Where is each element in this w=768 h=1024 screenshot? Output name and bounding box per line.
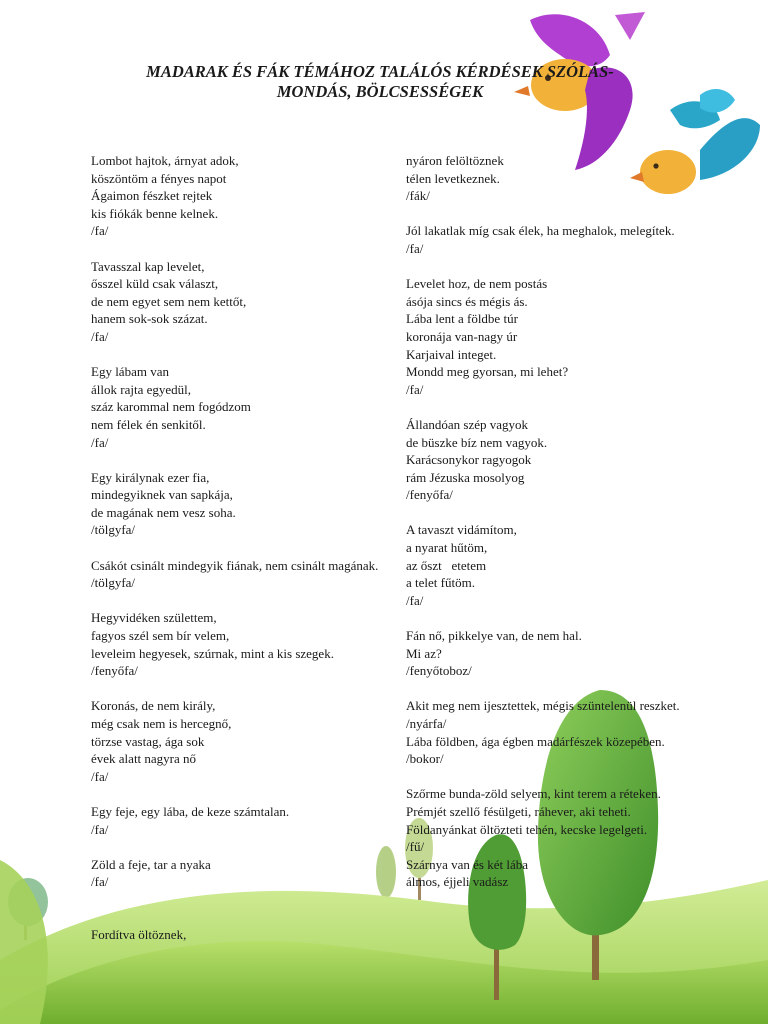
riddle-line: koronája van-nagy úr [406, 328, 518, 344]
page-title [100, 62, 660, 102]
riddle-answer: /fű/ [406, 839, 425, 855]
riddle-line: a telet fűtöm. [406, 575, 475, 591]
riddle-line: Lombot hajtok, árnyat adok, [91, 153, 239, 168]
riddle-answer: /fa/ [91, 768, 109, 784]
riddle-line: Karjaival integet. [406, 346, 497, 362]
riddle-line: ásója sincs és mégis ás. [406, 293, 528, 309]
riddle-line: Hegyvidéken születtem, [91, 610, 217, 626]
riddle-stanza [91, 856, 381, 891]
riddle-line: Levelet hoz, de nem postás [406, 276, 548, 292]
riddle-line: Egy királynak ezer fia, [91, 469, 210, 485]
riddle-line: ősszel küld csak választ, [91, 276, 219, 292]
riddle-line: állok rajta egyedül, [91, 381, 191, 397]
riddle-answer: /fa/ [91, 874, 109, 890]
title-line-2: MONDÁS, BÖLCSESSÉGEK [276, 82, 484, 101]
riddle-line: télen levetkeznek. [406, 170, 500, 186]
title-line-1: MADARAK ÉS FÁK TÉMÁHOZ TALÁLÓS KÉRDÉSEK SZÓLÁS- [146, 62, 614, 81]
riddle-answer: /fa/ [91, 223, 109, 239]
riddle-line: mindegyiknek van sapkája, [91, 487, 233, 503]
riddle-line: Mi az? [406, 645, 442, 661]
riddle-answer: /fa/ [406, 240, 424, 256]
riddle-line: Prémjét szellő fésülgeti, ráhever, aki teheti. [406, 803, 631, 819]
riddle-stanza [406, 627, 706, 680]
riddle-stanza [406, 152, 706, 205]
riddle-line: hanem sok-sok százat. [91, 311, 208, 327]
riddle-stanza [406, 275, 706, 398]
riddle-answer: /fa/ [91, 328, 109, 344]
riddle-answer: /fa/ [91, 434, 109, 450]
riddle-line: Állandóan szép vagyok [406, 416, 529, 432]
riddle-answer: /nyárfa/ [406, 716, 447, 731]
riddle-stanza [406, 222, 706, 257]
riddle-stanza [406, 416, 706, 504]
riddle-line: köszöntöm a fényes napot [91, 170, 227, 186]
riddle-answer: /fa/ [406, 381, 424, 397]
riddle-stanza [91, 469, 381, 539]
riddle-answer: /fenyőtoboz/ [406, 663, 472, 679]
riddle-stanza [91, 697, 381, 785]
riddle-line: Egy lábam van [91, 364, 169, 380]
riddle-line: álmos, éjjeli vadász [406, 874, 509, 890]
riddles-left-column [91, 152, 381, 961]
riddle-answer: /fák/ [406, 188, 430, 204]
riddle-stanza [91, 926, 381, 944]
riddle-line: még csak nem is hercegnő, [91, 716, 232, 731]
riddle-line: Mondd meg gyorsan, mi lehet? [406, 364, 569, 380]
riddle-line: Fán nő, pikkelye van, de nem hal. [406, 628, 582, 644]
riddle-line: Ágaimon fészket rejtek [91, 188, 213, 204]
riddle-line: de büszke bíz nem vagyok. [406, 434, 548, 450]
riddle-answer: /fa/ [406, 592, 424, 608]
riddle-line: Szőrme bunda-zöld selyem, kint terem a réteken. [406, 786, 661, 802]
riddle-stanza [91, 258, 381, 346]
riddle-line: Földanyánkat öltözteti tehén, kecske legelgeti. [406, 821, 648, 837]
riddle-answer: /fenyőfa/ [406, 487, 453, 503]
riddle-line: a nyarat hűtöm, [406, 540, 488, 556]
riddle-answer: /tölgyfa/ [91, 575, 136, 591]
riddle-line: Fordítva öltöznek, [91, 926, 187, 942]
riddle-stanza [91, 152, 381, 240]
riddle-answer: /tölgyfa/ [91, 522, 136, 538]
riddle-answer: /fa/ [91, 821, 109, 837]
riddle-line: Csákót csinált mindegyik fiának, nem csinált magának. [91, 557, 379, 573]
riddle-stanza [91, 609, 381, 679]
riddle-line: Koronás, de nem király, [91, 698, 216, 714]
riddle-line: Akit meg nem ijesztettek, mégis szüntelenül reszket. [406, 698, 680, 714]
riddle-line: de nem egyet sem nem kettőt, [91, 293, 247, 309]
riddle-line: Karácsonykor ragyogok [406, 452, 532, 468]
riddle-line: kis fiókák benne kelnek. [91, 205, 219, 221]
riddle-line: nyáron felöltöznek [406, 153, 504, 168]
riddle-stanza [406, 697, 706, 767]
riddle-line: fagyos szél sem bír velem, [91, 628, 230, 644]
riddle-line: Lába lent a földbe túr [406, 311, 518, 327]
riddle-line: A tavaszt vidámítom, [406, 522, 517, 538]
riddle-stanza [91, 557, 381, 592]
riddle-line: Szárnya van és két lába [406, 856, 529, 872]
riddle-line: Lába földben, ága égben madárfészek közepében. [406, 733, 665, 749]
riddle-stanza [91, 363, 381, 451]
riddle-answer: /fenyőfa/ [91, 663, 138, 679]
riddle-line: nem félek én senkitől. [91, 416, 206, 432]
riddle-line: Tavasszal kap levelet, [91, 258, 205, 274]
riddle-line: törzse vastag, ága sok [91, 733, 205, 749]
riddle-stanza [406, 785, 706, 891]
riddle-line: Egy feje, egy lába, de keze számtalan. [91, 803, 290, 819]
riddle-answer: /bokor/ [406, 751, 444, 767]
riddle-line: Zöld a feje, tar a nyaka [91, 856, 211, 872]
riddle-line: száz karommal nem fogódzom [91, 399, 251, 415]
riddles-right-column [406, 152, 706, 891]
riddle-line: az őszt etetem [406, 557, 487, 573]
riddle-line: évek alatt nagyra nő [91, 751, 197, 767]
riddle-line: Jól lakatlak míg csak élek, ha meghalok, melegítek. [406, 223, 675, 239]
riddle-stanza [406, 521, 706, 609]
riddle-line: de magának nem vesz soha. [91, 504, 236, 520]
riddle-line: leveleim hegyesek, szúrnak, mint a kis szegek. [91, 645, 334, 661]
riddle-stanza [91, 803, 381, 838]
riddle-line: rám Jézuska mosolyog [406, 469, 525, 485]
